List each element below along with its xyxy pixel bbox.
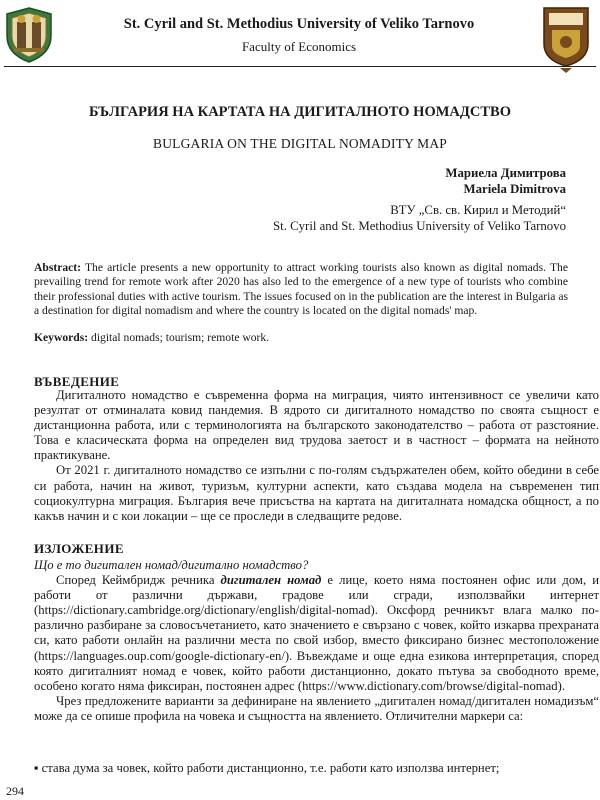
- section-heading-intro: ВЪВЕДЕНИЕ: [34, 374, 120, 389]
- subsection-heading: Що е то дигитален номад/дигитално номадство?: [34, 558, 309, 572]
- university-crest-logo: [4, 6, 54, 64]
- author-affiliation-bg: ВТУ „Св. св. Кирил и Методий“: [390, 203, 566, 217]
- author-name-en: Mariela Dimitrova: [463, 182, 566, 196]
- title-bulgarian: БЪЛГАРИЯ НА КАРТАТА НА ДИГИТАЛНОТО НОМАДСТВО: [89, 104, 511, 120]
- intro-body: [34, 388, 599, 524]
- list-item: [34, 761, 599, 776]
- intro-paragraph-1: Дигиталното номадство е съвременна форма на миграция, чиято интензивност се увеличи като резултат от отминалата ковид пандемия. В ядрото си дигиталното номадство по своята същност е дистанционна работа, или с терминологията на българското законодателство – работа от разстояние. Това е класическата форма на определен вид трудова заетост и в частност – формата на нейното практикуване.: [34, 388, 599, 463]
- faculty-emblem-logo: [540, 4, 592, 74]
- author-affiliation-en: St. Cyril and St. Methodius University of Veliko Tarnovo: [273, 219, 566, 233]
- keywords: [34, 331, 568, 344]
- list-item-text: става дума за човек, който работи дистанционно, т.е. работи като използва интернет;: [41, 761, 500, 775]
- body-paragraph-markers: Чрез предложените варианти за дефиниране на явлението „дигитален номад/дигитален номадизъм“ може да се опише профила на човека и същността на явлението. Отличителни маркери са:: [34, 693, 599, 723]
- author-name-bg: Мариела Димитрова: [445, 166, 566, 180]
- paragraph-text-start: Според Кеймбридж речника: [56, 573, 221, 588]
- term-digital-nomad: дигитален номад: [220, 573, 322, 588]
- bullet-icon: ▪: [34, 761, 42, 775]
- faculty-name: Faculty of Economics: [241, 39, 357, 54]
- abstract-label: Abstract:: [34, 261, 82, 274]
- title-english: BULGARIA ON THE DIGITAL NOMADITY MAP: [153, 136, 447, 151]
- page-header: [0, 0, 600, 82]
- intro-paragraph-2: От 2021 г. дигиталното номадство се изпълни с по-голям съдържателен обем, който обедини в себе си работа, начин на живот, туризъм, културни аспекти, като създава модела на съвременен тип социокултурна миграция. България вече присъства на картата на дигиталната номадска общност, а по какъв начин и с кои локации – ще се проследи в следващите редове.: [34, 463, 599, 523]
- abstract-text: The article presents a new opportunity to attract working tourists also known as digital nomads. The prevailing trend for remote work after 2020 has also led to the emergence of a new type of tourists who combine their professional duties with active tourism. The issues focused on in the publication are the interest in Bulgaria as a destination for digital nomadism and where the country is located on the digital nomads' map.: [34, 261, 568, 318]
- main-body: [34, 558, 599, 724]
- page-number: 294: [6, 784, 24, 798]
- header-rule: [4, 66, 596, 67]
- keywords-label: Keywords:: [34, 331, 89, 344]
- paragraph-text-rest: е лице, което няма постоянен офис или дом, и работи от различни държави, градове или сгради, използвайки интернет (https://dictionary.cambridge.org/dictionary/english/digital-nomad). Оксфорд речникът влага малко по-различно разбиране за словосъчетанието, като значението е свързано с човек, който изкарва прехраната си, като работи онлайн на различни места по свой избор, вместо фиксирано бизнес местоположение (https://languages.oup.com/google-dictionary-en/). Въвеждаме и още една езикова интерпретация, според която дигиталният номад е човек, който работи дистанционно, докато пътува за свободното време, особено когато няма фиксиран, постоянен адрес (https://www.dictionary.com/browse/digital-nomad).: [34, 573, 599, 693]
- university-name: St. Cyril and St. Methodius University of Veliko Tarnovo: [123, 16, 475, 32]
- abstract: [34, 261, 568, 319]
- section-heading-body: ИЗЛОЖЕНИЕ: [34, 541, 124, 556]
- body-paragraph-definitions: [34, 573, 599, 694]
- keywords-text: digital nomads; tourism; remote work.: [91, 331, 270, 344]
